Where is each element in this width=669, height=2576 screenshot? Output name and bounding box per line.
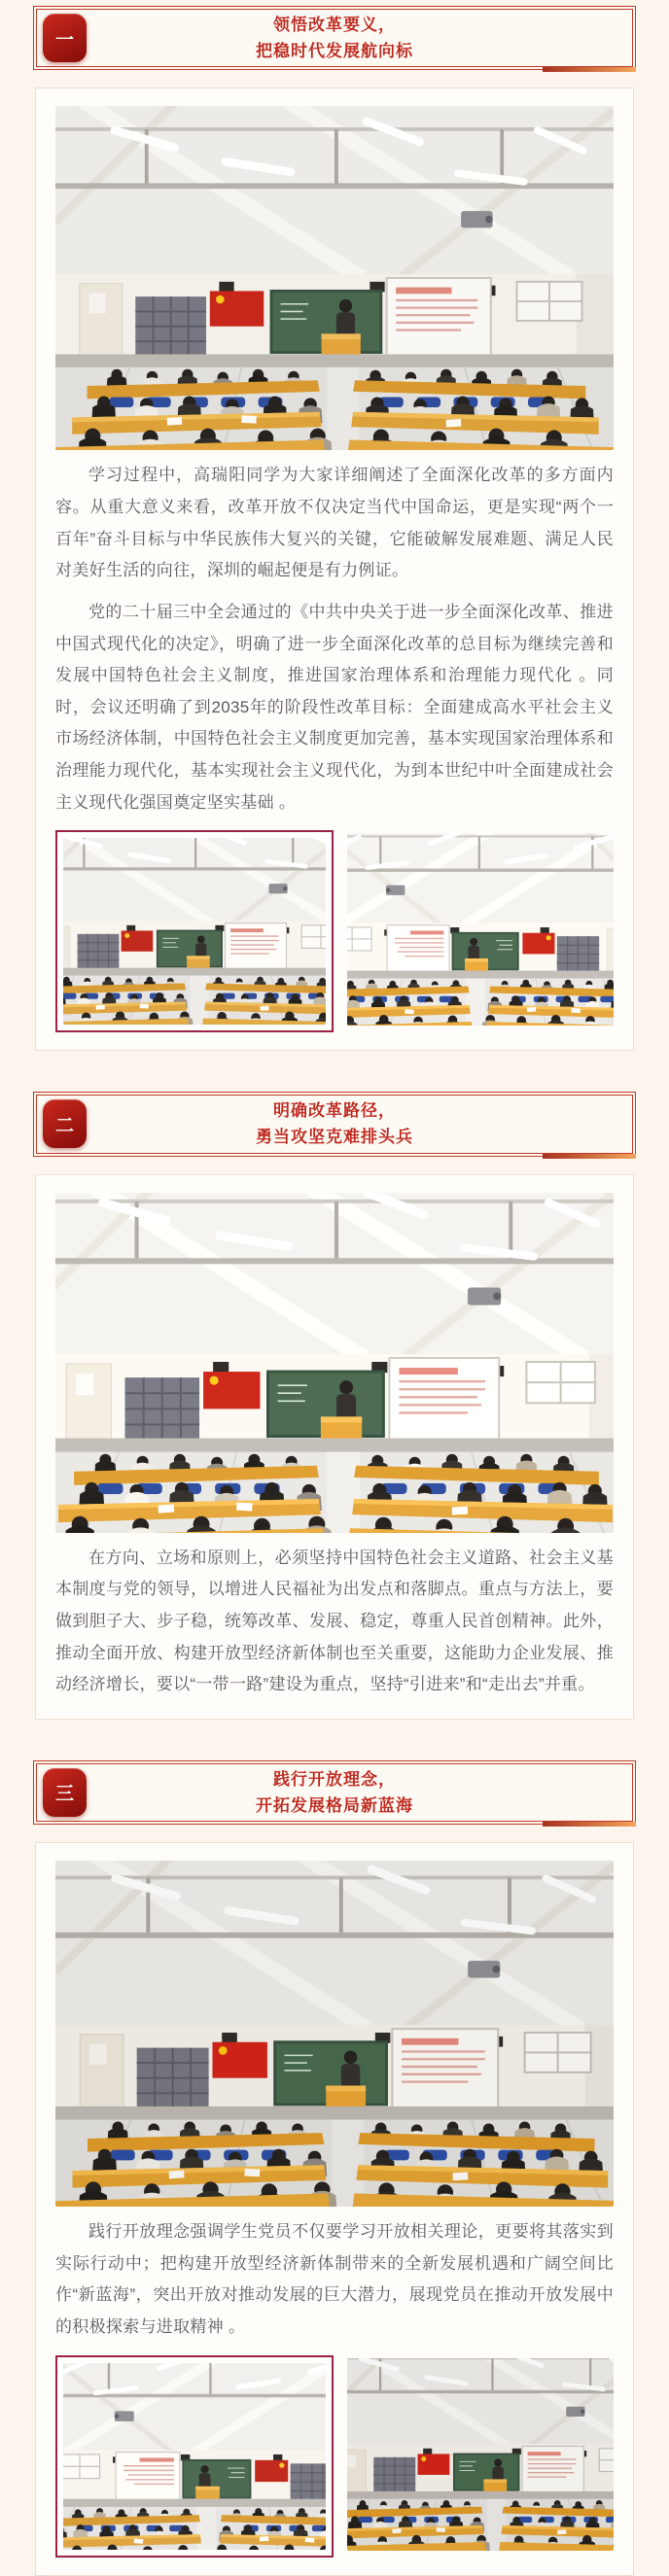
classroom-photo-pair1-right[interactable] <box>347 833 614 1026</box>
classroom-photo-pair3-left-frame <box>55 2355 334 2558</box>
section-2 <box>0 1092 669 1720</box>
section-2-title-line2: 勇当攻坚克难排头兵 <box>256 1128 413 1147</box>
photo-pair-1 <box>55 830 614 1032</box>
section-3-title-line1: 践行开放理念， <box>273 1769 396 1789</box>
classroom-photo-main-1[interactable] <box>55 106 614 450</box>
classroom-photo-pair3-left[interactable] <box>63 2363 326 2550</box>
section-1-header <box>33 6 636 70</box>
section-1-card <box>35 87 634 1051</box>
section-3-header-frame <box>36 1763 633 1822</box>
section-1-number-badge: 一 <box>43 14 87 62</box>
section-2-card <box>35 1174 634 1720</box>
section-1-title-line2: 把稳时代发展航向标 <box>256 42 413 61</box>
section-1-title-line1: 领悟改革要义， <box>273 16 396 34</box>
section-1-header-frame <box>36 9 633 67</box>
section-2-header-frame <box>36 1095 633 1153</box>
section-3 <box>0 1760 669 2576</box>
header-accent-bar <box>543 1822 636 1827</box>
article-paragraph: 学习过程中，高瑞阳同学为大家详细阐述了全面深化改革的多方面内容。从重大意义来看，改革开放不仅决定当代中国命运，更是实现“两个一百年”奋斗目标与中华民族伟大复兴的关键，它能破解发展难题、满足人民对美好生活的向往，深圳的崛起便是有力例证。 <box>55 466 614 580</box>
section-2-number-badge: 二 <box>43 1099 87 1148</box>
section-3-header <box>33 1760 636 1825</box>
header-accent-bar <box>543 1154 636 1159</box>
classroom-photo-pair1-left-frame <box>55 830 334 1032</box>
section-3-title <box>256 1766 413 1819</box>
article-paragraph: 在方向、立场和原则上，必须坚持中国特色社会主义道路、社会主义基本制度与党的领导，以增进人民福祉为出发点和落脚点。重点与方法上，要做到胆子大、步子稳，统筹改革、发展、稳定，尊重人民首创精神。此外，推动全面开放、构建开放型经济新体制也至关重要，这能助力企业发展、推动经济增长，要以“一带一路”建设为重点，坚持“引进来”和“走出去”并重。 <box>55 1548 614 1694</box>
section-2-header <box>33 1092 636 1156</box>
section-1 <box>0 6 669 1051</box>
classroom-photo-pair3-right[interactable] <box>347 2358 614 2551</box>
photo-pair-3 <box>55 2355 614 2558</box>
classroom-photo-pair1-left[interactable] <box>63 838 326 1025</box>
section-3-card <box>35 1842 634 2576</box>
classroom-photo-main-3[interactable] <box>55 1861 614 2207</box>
article-paragraph: 践行开放理念强调学生党员不仅要学习开放相关理论，更要将其落实到实际行动中；把构建开放型经济新体制带来的全新发展机遇和广阔空间比作“新蓝海”，突出开放对推动发展的巨大潜力，展现党员在推动开放发展中的积极探索与进取精神 。 <box>55 2222 614 2336</box>
section-2-title <box>256 1097 413 1150</box>
section-3-title-line2: 开拓发展格局新蓝海 <box>256 1795 413 1815</box>
section-1-title <box>256 12 413 64</box>
article-paragraph: 党的二十届三中全会通过的《中共中央关于进一步全面深化改革、推进中国式现代化的决定》，明确了进一步全面深化改革的总目标为继续完善和发展中国特色社会主义制度，推进国家治理体系和治理能力现代化 。同时，会议还明确了到2035年的阶段性改革目标：全面建成高水平社会主义市场经济体制，中国特色社会主义制度更加完善，基本实现国家治理体系和治理能力现代化，基本实现社会主义现代化，为到本世纪中叶全面建成社会主义现代化强国奠定坚实基础 。 <box>55 602 614 812</box>
section-3-number-badge: 三 <box>43 1768 87 1817</box>
section-2-title-line1: 明确改革路径， <box>273 1101 396 1121</box>
classroom-photo-main-2[interactable] <box>55 1193 614 1533</box>
header-accent-bar <box>543 67 636 72</box>
